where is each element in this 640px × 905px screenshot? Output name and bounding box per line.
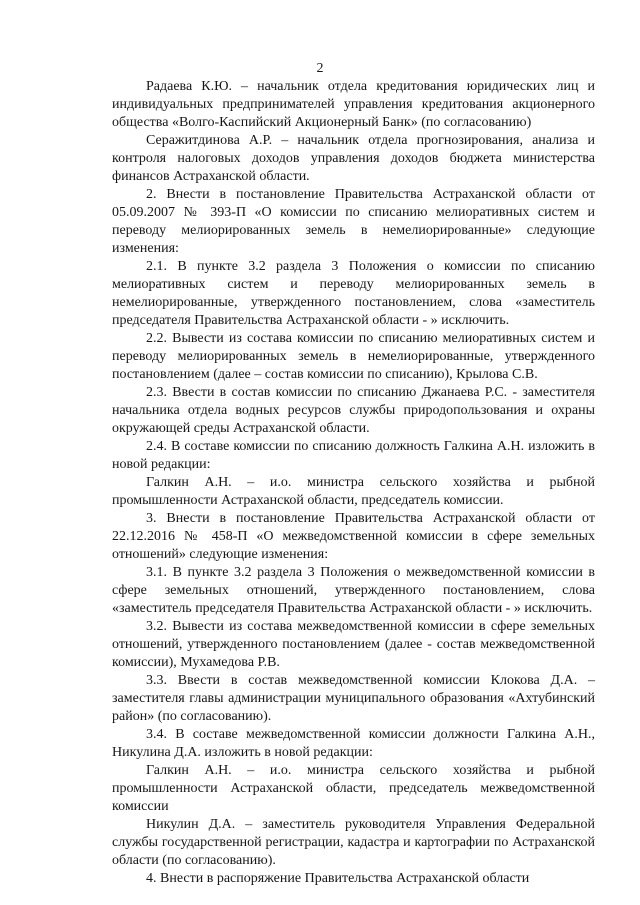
- paragraph-item-3-2: 3.2. Вывести из состава межведомственной комиссии в сфере земельных отношений, утвержденного постановлением (далее - состав межведомственной комиссии), Мухамедова Р.В.: [112, 619, 595, 670]
- paragraph-item-2-4: 2.4. В составе комиссии по списанию должность Галкина А.Н. изложить в новой редакции:: [112, 439, 595, 472]
- paragraph-galkin-commission: Галкин А.Н. – и.о. министра сельского хозяйства и рыбной промышленности Астраханской области, председатель комиссии.: [112, 475, 595, 508]
- paragraph-item-3-3: 3.3. Ввести в состав межведомственной комиссии Клокова Д.А. – заместителя главы администрации муниципального образования «Ахтубинский район» (по согласованию).: [112, 673, 595, 724]
- paragraph-item-3: 3. Внести в постановление Правительства Астраханской области от 22.12.2016 № 458-П «О межведомственной комиссии в сфере земельных отношений» следующие изменения:: [112, 511, 595, 562]
- paragraph-item-3-1: 3.1. В пункте 3.2 раздела 3 Положения о межведомственной комиссии в сфере земельных отношений, утвержденного постановлением, слова «заместитель председателя Правительства Астраханской области - » исключить.: [112, 565, 595, 616]
- paragraph-galkin-interdepartmental: Галкин А.Н. – и.о. министра сельского хозяйства и рыбной промышленности Астраханской области, председатель межведомственной комиссии: [112, 763, 595, 814]
- paragraph-item-2: 2. Внести в постановление Правительства Астраханской области от 05.09.2007 № 393-П «О комиссии по списанию мелиоративных систем и переводу мелиорированных земель в немелиорированные» следующие изменения:: [112, 187, 595, 256]
- document-body: [112, 78, 595, 888]
- paragraph-item-2-1: 2.1. В пункте 3.2 раздела 3 Положения о комиссии по списанию мелиоративных систем и переводу мелиорированных земель в немелиорированные, утвержденного постановлением, слова «заместитель председателя Правительства Астраханской области - » исключить.: [112, 259, 595, 328]
- paragraph-item-4: 4. Внести в распоряжение Правительства Астраханской области: [146, 871, 530, 886]
- paragraph-item-3-4: 3.4. В составе межведомственной комиссии должности Галкина А.Н., Никулина Д.А. изложить в новой редакции:: [112, 727, 595, 760]
- paragraph-nikulin: Никулин Д.А. – заместитель руководителя Управления Федеральной службы государственной регистрации, кадастра и картографии по Астраханской области (по согласованию).: [112, 817, 595, 868]
- paragraph-radaeva: Радаева К.Ю. – начальник отдела кредитования юридических лиц и индивидуальных предпринимателей управления кредитования акционерного общества «Волго-Каспийский Акционерный Банк» (по согласованию): [112, 79, 595, 130]
- paragraph-serazhitdinova: Серажитдинова А.Р. – начальник отдела прогнозирования, анализа и контроля налоговых доходов управления доходов бюджета министерства финансов Астраханской области.: [112, 133, 595, 184]
- paragraph-item-2-2: 2.2. Вывести из состава комиссии по списанию мелиоративных систем и переводу мелиорированных земель в немелиорированные, утвержденного постановлением (далее – состав комиссии по списанию), Крылова С.В.: [112, 331, 595, 382]
- page-number: 2: [316, 61, 324, 76]
- paragraph-item-2-3: 2.3. Ввести в состав комиссии по списанию Джанаева Р.С. - заместителя начальника отдела водных ресурсов службы природопользования и охраны окружающей среды Астраханской области.: [112, 385, 595, 436]
